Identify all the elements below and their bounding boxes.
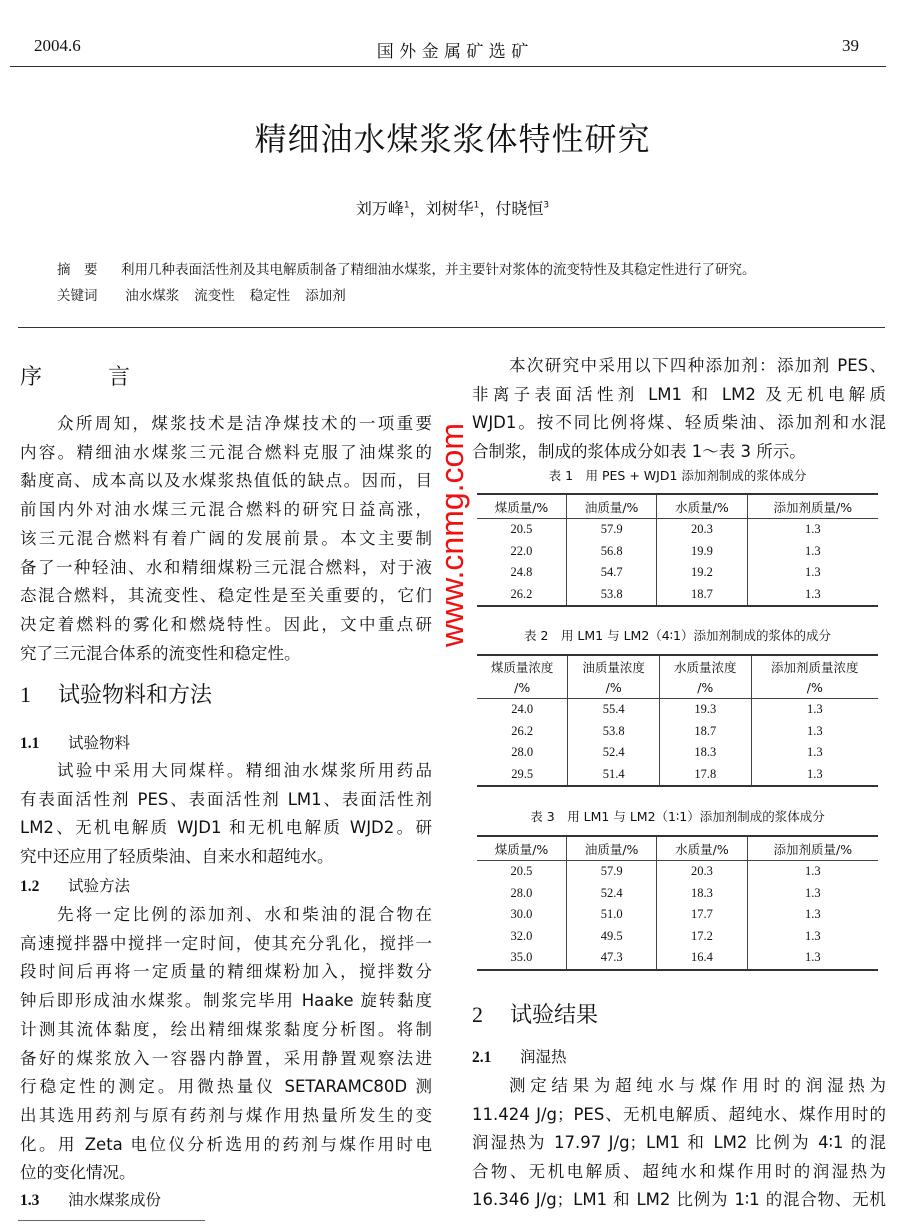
table-cell: 17.8	[659, 764, 751, 787]
table-cell: 52.4	[568, 742, 660, 764]
table-cell: 18.7	[659, 721, 751, 743]
text-line: 非离子表面活性剂 LM1 和 LM2 及无机电解质	[472, 384, 886, 404]
table-cell: 56.8	[566, 541, 656, 563]
subsection-title: 润湿热	[520, 1048, 567, 1066]
text-line: 备了一种轻油、水和精细煤粉三元混合燃料，对于液	[20, 557, 432, 577]
column-header: 水质量/%	[657, 494, 747, 519]
table-row	[477, 541, 878, 563]
text-line: 化。用 Zeta 电位仪分析选用的药剂与煤作用时电	[20, 1134, 432, 1154]
table-cell: 24.0	[511, 702, 534, 717]
table-caption: 表 2 用 LM1 与 LM2（4∶1）添加剂制成的浆体的成分	[524, 628, 831, 643]
text-line: 润湿热为 17.97 J/g；LM1 和 LM2 比例为 4∶1 的混	[472, 1133, 886, 1153]
table-cell: 1.3	[751, 764, 878, 787]
column-header: 油质量浓度	[568, 655, 660, 677]
text-line: 究了三元混合体系的流变性和稳定性。	[20, 643, 301, 663]
table-cell: 28.0	[511, 745, 534, 760]
table-cell: 1.3	[747, 883, 878, 905]
header-row	[477, 677, 878, 699]
text-line: 试验中采用大同煤样。精细油水煤浆所用药品	[57, 761, 432, 780]
header-rule	[10, 66, 886, 67]
table-caption: 表 3 用 LM1 与 LM2（1∶1）添加剂制成的浆体成分	[530, 809, 825, 824]
table-cell: 29.5	[511, 766, 534, 781]
text-line: 高速搅拌器中搅拌一定时间，使其充分乳化，搅拌一	[20, 933, 432, 953]
column-header: /%	[751, 677, 878, 699]
section-title: 试验物料和方法	[58, 683, 213, 708]
author-affiliation: 1	[403, 200, 410, 211]
text-line: 合制浆，制成的浆体成分如表 1～表 3 所示。	[472, 441, 806, 461]
table-caption: 表 1 用 PES + WJD1 添加剂制成的浆体成分	[548, 468, 807, 483]
text-line: 决定着燃料的雾化和燃烧特性。因此，文中重点研	[20, 614, 432, 634]
column-header: 煤质量/%	[477, 836, 566, 861]
column-header: 水质量/%	[657, 836, 747, 861]
table-cell: 1.3	[747, 947, 878, 970]
section-number: 1	[20, 682, 31, 707]
keywords-label: 关键词	[57, 288, 98, 304]
header-row	[477, 494, 878, 519]
column-header: 水质量浓度	[659, 655, 751, 677]
table-cell: 17.7	[657, 904, 747, 926]
text-line: 有表面活性剂 PES、表面活性剂 LM1、表面活性剂	[20, 789, 432, 809]
text-line: 段时间后再将一定质量的精细煤粉加入，搅拌数分	[20, 962, 432, 982]
section-number: 2	[472, 1002, 483, 1027]
abstract-rule	[18, 327, 885, 328]
table-cell: 51.0	[566, 904, 656, 926]
table-cell: 20.5	[510, 522, 533, 537]
author-affiliation: 3	[543, 200, 550, 211]
text-line: 究中还应用了轻质柴油、自来水和超纯水。	[20, 847, 334, 867]
text-line: 行稳定性的测定。用微热量仪 SETARAMC80D 测	[20, 1077, 432, 1097]
table-row	[477, 904, 878, 926]
table-cell: 47.3	[566, 947, 656, 970]
data-table	[477, 835, 878, 971]
abstract	[57, 258, 756, 278]
table-cell: 1.3	[751, 742, 878, 764]
table-cell: 1.3	[747, 926, 878, 948]
table-cell: 1.3	[751, 699, 878, 721]
page-number: 39	[842, 36, 859, 55]
data-table	[477, 654, 878, 787]
authors	[0, 196, 905, 219]
table-cell: 20.3	[657, 861, 747, 883]
keyword: 流变性	[194, 288, 235, 304]
column-header: 添加剂质量浓度	[751, 655, 878, 677]
keyword: 添加剂	[305, 288, 346, 304]
keywords	[57, 284, 361, 304]
watermark: www.cnmg.com	[434, 422, 470, 648]
text-line: 合物、无机电解质、超纯水和煤作用时的润湿热为	[472, 1161, 886, 1181]
table-cell: 1.3	[747, 861, 878, 883]
section-heading	[20, 681, 212, 709]
subsection-heading	[20, 729, 130, 757]
table-cell: 20.5	[510, 864, 533, 879]
table-cell: 18.3	[659, 742, 751, 764]
table-row	[477, 584, 878, 607]
section-heading	[472, 1001, 598, 1029]
table-cell: 19.3	[659, 699, 751, 721]
keyword: 稳定性	[249, 288, 291, 304]
table-cell: 35.0	[510, 950, 533, 965]
paper-title: 精细油水煤浆浆体特性研究	[254, 120, 651, 158]
table-cell: 22.0	[510, 543, 533, 558]
text-line: 先将一定比例的添加剂、水和柴油的混合物在	[57, 905, 432, 924]
subsection-heading	[472, 1043, 567, 1071]
table-cell: 19.9	[657, 541, 747, 563]
text-line: 前国内外对油水煤三元混合燃料的研究日益高涨，	[20, 500, 432, 520]
journal-name: 国 外 金 属 矿 选 矿	[376, 42, 529, 62]
column-header: /%	[477, 677, 568, 699]
text-line: 备好的煤浆放入一容器内静置，采用静置观察法进	[20, 1048, 432, 1068]
table-cell: 19.2	[657, 562, 747, 584]
subsection-number: 1.1	[20, 735, 40, 752]
section-title: 序 言	[20, 365, 153, 390]
issue-date: 2004.6	[34, 36, 81, 55]
header-row	[477, 836, 878, 861]
table-cell: 54.7	[566, 562, 656, 584]
text-line: 计测其流体黏度，绘出精细煤浆黏度分析图。将制	[20, 1019, 432, 1039]
column-header: 添加剂质量/%	[747, 494, 878, 519]
text-line: 该三元混合燃料有着广阔的发展前景。本文主要制	[20, 528, 432, 548]
subsection-number: 1.3	[20, 1192, 40, 1209]
table-cell: 49.5	[566, 926, 656, 948]
subsection-heading	[20, 1186, 161, 1214]
subsection-title: 试验物料	[68, 734, 131, 752]
table-cell: 1.3	[747, 541, 878, 563]
table-cell: 24.8	[510, 565, 533, 580]
text-line: 出其选用药剂与原有药剂与煤作用热量所发生的变	[20, 1105, 432, 1125]
keyword: 油水煤浆	[125, 288, 180, 304]
table-cell: 1.3	[747, 904, 878, 926]
text-line: LM2、无机电解质 WJD1 和无机电解质 WJD2。研	[20, 818, 432, 838]
table-cell: 1.3	[747, 562, 878, 584]
table-cell: 1.3	[747, 519, 878, 541]
table-cell: 53.8	[568, 721, 660, 743]
table-row	[477, 764, 878, 787]
text-line: 测定结果为超纯水与煤作用时的润湿热为	[509, 1076, 886, 1095]
table-cell: 1.3	[747, 584, 878, 607]
subsection-heading	[20, 872, 130, 900]
table-cell: 32.0	[510, 928, 533, 943]
subsection-title: 油水煤浆成份	[68, 1191, 162, 1209]
text-line: 本次研究中采用以下四种添加剂：添加剂 PES、	[509, 356, 886, 375]
text-line: 黏度高、成本高以及水煤浆热值低的缺点。因而，目	[20, 471, 432, 491]
table-row	[477, 926, 878, 948]
table-cell: 26.2	[510, 586, 533, 601]
table-cell: 17.2	[657, 926, 747, 948]
table-row	[477, 562, 878, 584]
column-header: 煤质量/%	[477, 494, 566, 519]
table-cell: 30.0	[510, 907, 533, 922]
column-header: /%	[568, 677, 660, 699]
text-line: 16.346 J/g；LM1 和 LM2 比例为 1∶1 的混合物、无机	[472, 1190, 886, 1210]
table-row	[477, 699, 878, 721]
subsection-title: 试验方法	[68, 877, 131, 895]
table-row	[477, 947, 878, 970]
column-header: 添加剂质量/%	[747, 836, 878, 861]
table-row	[477, 721, 878, 743]
table-cell: 1.3	[751, 721, 878, 743]
table-cell: 16.4	[657, 947, 747, 970]
table-cell: 57.9	[566, 519, 656, 541]
author-name: ，付晓恒	[479, 199, 544, 218]
data-table	[477, 493, 878, 607]
subsection-number: 1.2	[20, 878, 40, 895]
text-line: 位的变化情况。	[20, 1163, 136, 1183]
author-name: 刘万峰	[355, 199, 404, 218]
abstract-text: 利用几种表面活性剂及其电解质制备了精细油水煤浆，并主要针对浆体的流变特性及其稳定性进行了研究。	[121, 262, 756, 278]
column-header: 煤质量浓度	[490, 659, 554, 675]
table-cell: 20.3	[657, 519, 747, 541]
text-line: WJD1。按不同比例将煤、轻质柴油、添加剂和水混	[472, 413, 886, 432]
text-line: 内容。精细油水煤浆三元混合燃料克服了油煤浆的	[20, 442, 432, 462]
table-cell: 57.9	[566, 861, 656, 883]
table-cell: 18.7	[657, 584, 747, 607]
text-line: 众所周知，煤浆技术是洁净煤技术的一项重要	[57, 414, 432, 433]
subsection-number: 2.1	[472, 1049, 492, 1066]
table-row	[477, 883, 878, 905]
table-cell: 28.0	[510, 885, 533, 900]
table-cell: 52.4	[566, 883, 656, 905]
table-row	[477, 519, 878, 541]
text-line: 态混合燃料，其流变性、稳定性是至关重要的，它们	[20, 586, 432, 606]
section-heading	[20, 364, 152, 392]
column-header: /%	[659, 677, 751, 699]
footnote-rule	[18, 1220, 205, 1221]
author-affiliation: 1	[473, 200, 480, 211]
text-line: 11.424 J/g；PES、无机电解质、超纯水、煤作用时的	[472, 1104, 886, 1124]
table-cell: 26.2	[511, 723, 534, 738]
table-cell: 51.4	[568, 764, 660, 787]
author-name: ，刘树华	[409, 199, 474, 218]
section-title: 试验结果	[510, 1003, 599, 1028]
table-row	[477, 861, 878, 883]
table-row	[477, 742, 878, 764]
header-row	[477, 655, 878, 677]
column-header: 油质量/%	[566, 494, 656, 519]
text-line: 钟后即形成油水煤浆。制浆完毕用 Haake 旋转黏度	[20, 991, 432, 1011]
table-cell: 18.3	[657, 883, 747, 905]
table-cell: 55.4	[568, 699, 660, 721]
column-header: 油质量/%	[566, 836, 656, 861]
abstract-label: 摘 要	[57, 262, 98, 278]
table-cell: 53.8	[566, 584, 656, 607]
